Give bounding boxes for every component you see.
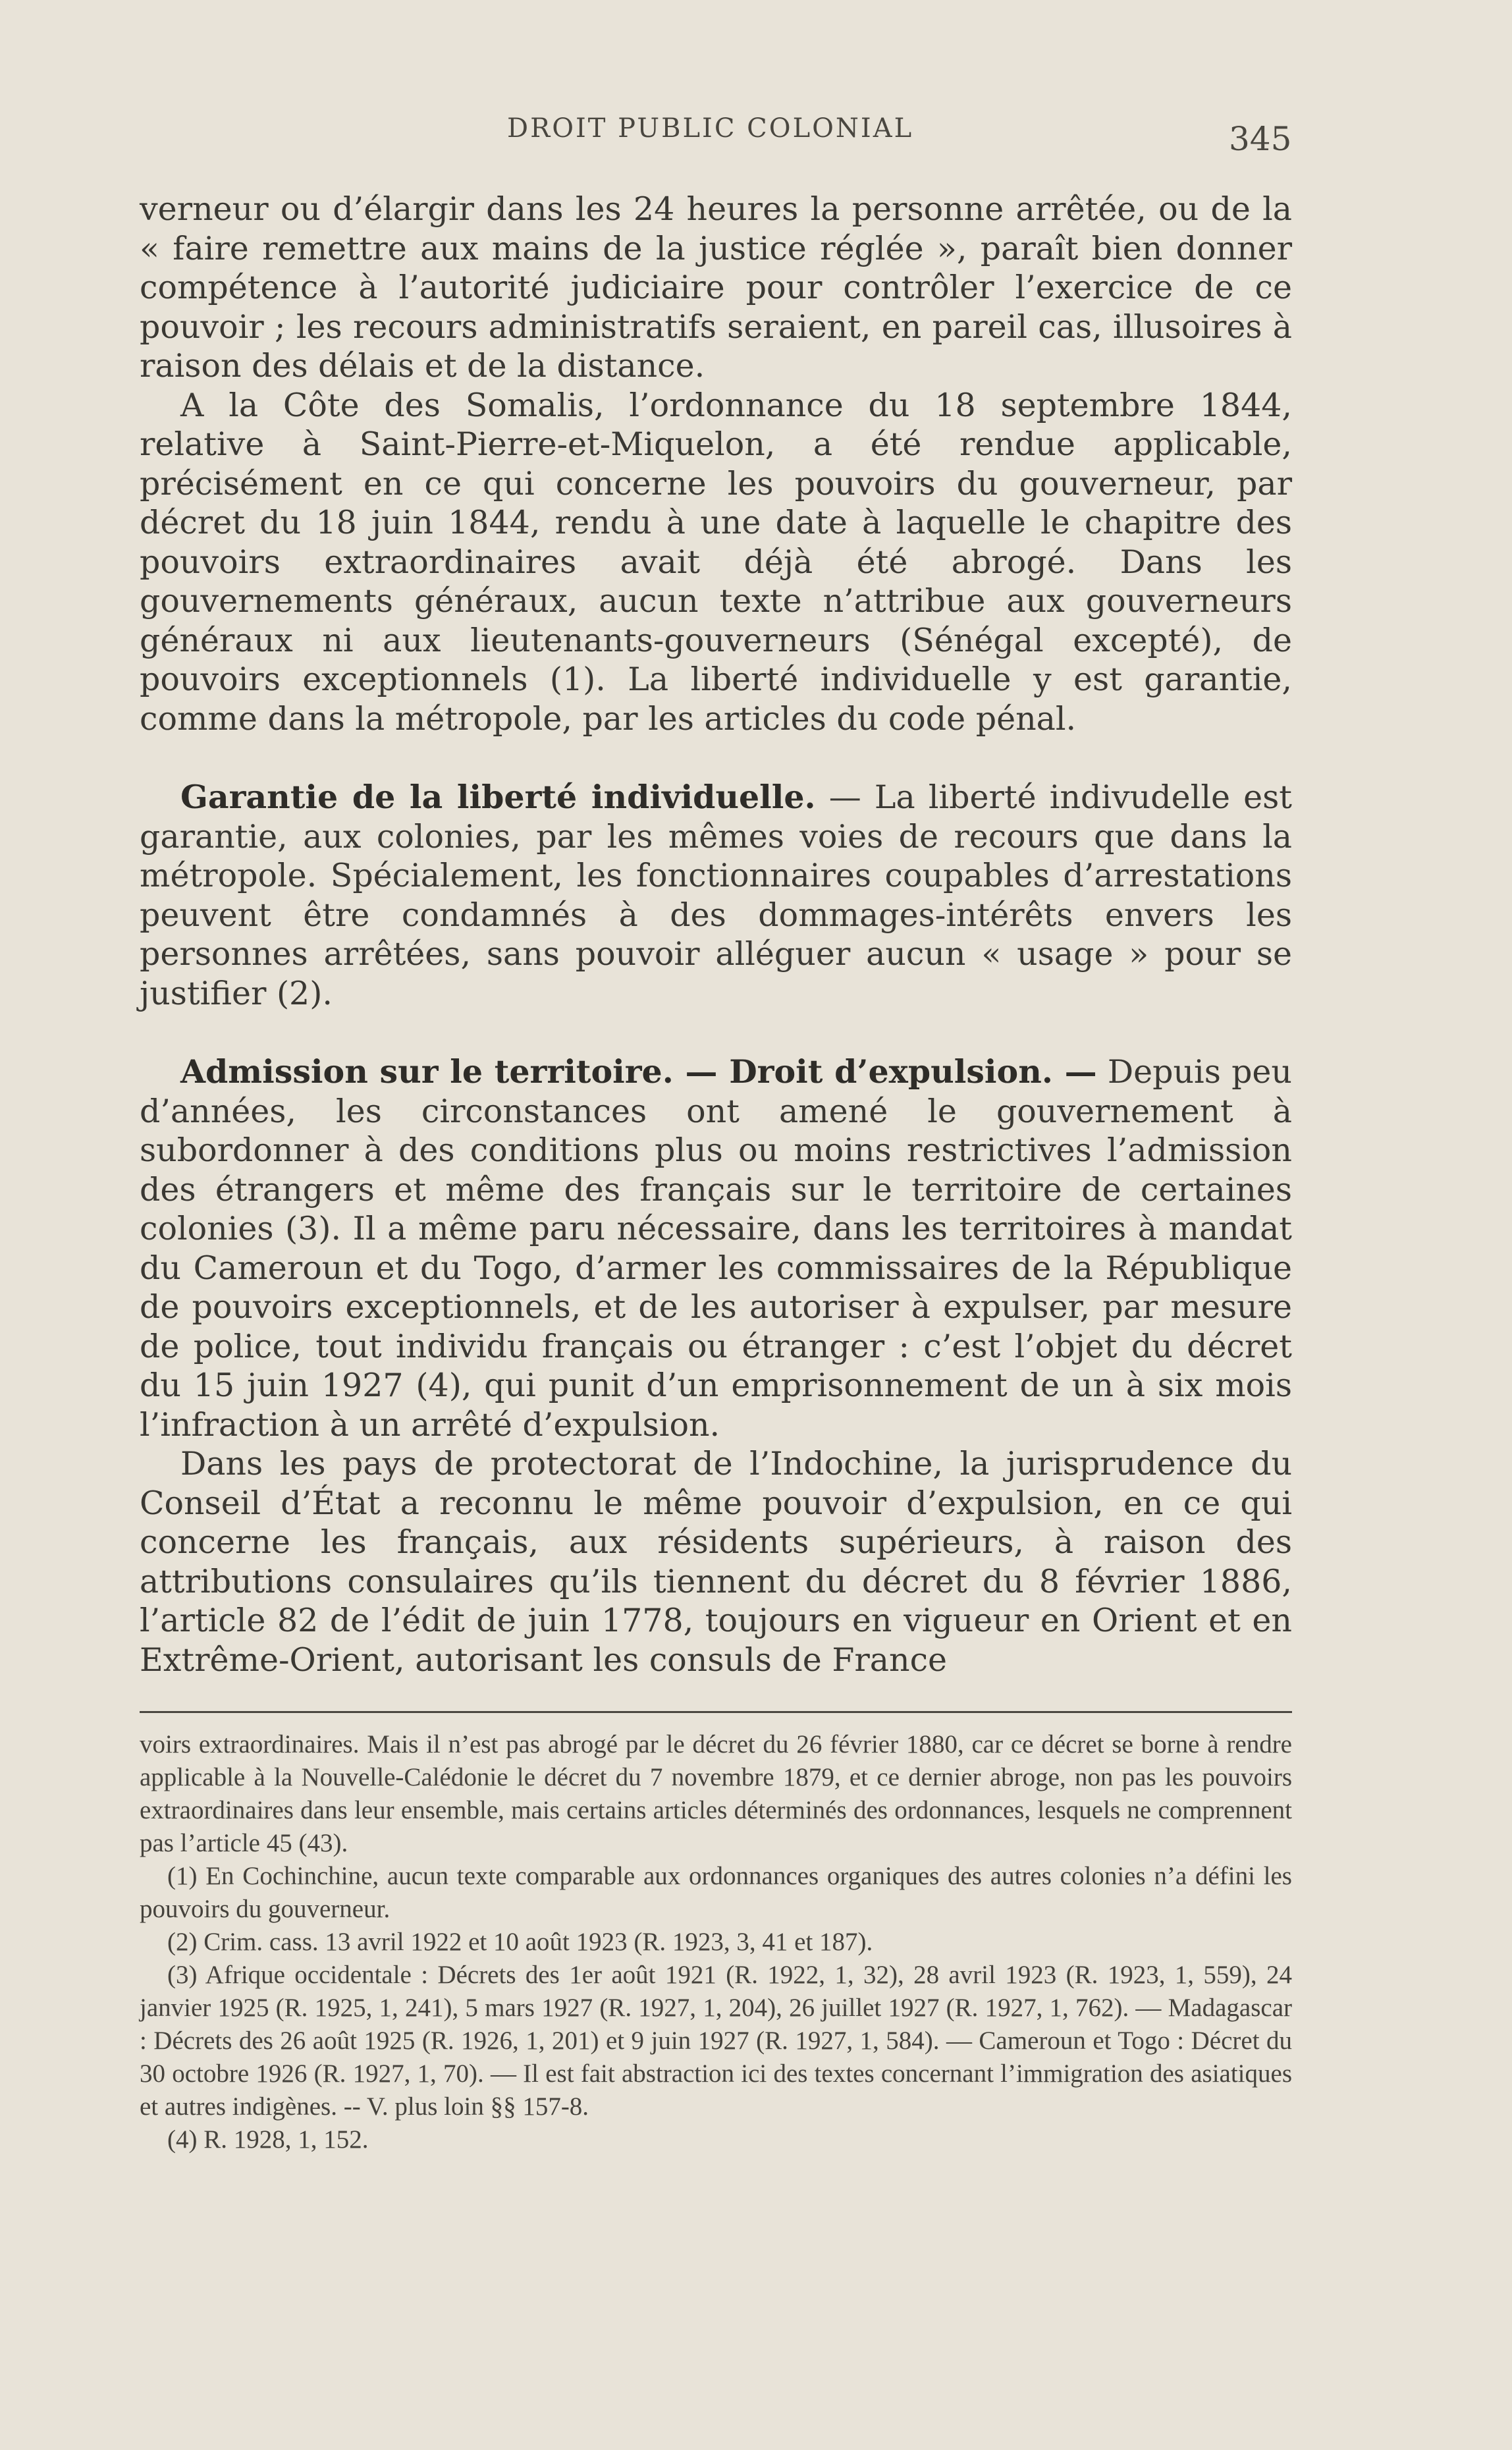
footnotes [140, 1728, 1292, 2156]
paragraph-continued: verneur ou d’élargir dans les 24 heures la personne arrêtée, ou de la « faire remettre aux mains de la justice réglée », paraît bien donner compétence à l’autorité judiciaire pour contrôler l’exercice de ce pouvoir ; les recours administratifs seraient, en pareil cas, illusoires à raison des délais et de la distance. [140, 190, 1292, 385]
section-admission-territoire [140, 1052, 1292, 1444]
running-title: DROIT PUBLIC COLONIAL [507, 113, 914, 144]
footnote-3: (3) Afrique occidentale : Décrets des 1er août 1921 (R. 1922, 1, 32), 28 avril 1923 (R. 1923, 1, 559), 24 janvier 1925 (R. 1925, 1, 241), 5 mars 1927 (R. 1927, 1, 204), 26 juillet 1927 (R. 1927, 1, 762). — Madagascar : Décrets des 26 août 1925 (R. 1926, 1, 201) et 9 juin 1927 (R. 1927, 1, 584). — Cameroun et Togo : Décret du 30 octobre 1926 (R. 1927, 1, 70). — Il est fait abstraction ici des textes concernant l’immigration des asiatiques et autres indigènes. -- V. plus loin §§ 157-8. [140, 1961, 1292, 2121]
paragraph-somalis: A la Côte des Somalis, l’ordonnance du 18 septembre 1844, relative à Saint-Pierre-et-Miquelon, a été rendue applicable, précisément en ce qui concerne les pouvoirs du gouverneur, par décret du 18 juin 1844, rendu à une date à laquelle le chapitre des pouvoirs extraordinaires avait déjà été abrogé. Dans les gouvernements généraux, aucun texte n’attribue aux gouverneurs généraux ni aux lieutenants-gouverneurs (Sénégal excepté), de pouvoirs exceptionnels (1). La liberté individuelle y est garantie, comme dans la métropole, par les articles du code pénal. [140, 386, 1292, 738]
footnote-1: (1) En Cochinchine, aucun texte comparable aux ordonnances organiques des autres colonies n’a défini les pouvoirs du gouverneur. [140, 1862, 1292, 1923]
section-text-admission: Depuis peu d’années, les circonstances ont amené le gouvernement à subordonner à des conditions plus ou moins restrictives l’admission des étrangers et même des français sur le territoire de certaines colonies (3). Il a même paru nécessaire, dans les territoires à mandat du Cameroun et du Togo, d’armer les commissaires de la République de pouvoirs exceptionnels, et de les autoriser à expulser, par mesure de police, tout individu français ou étranger : c’est l’objet du décret du 15 juin 1927 (4), qui punit d’un emprisonnement de un à six mois l’infraction à un arrêté d’expulsion. [140, 1053, 1292, 1444]
page-number: 345 [1229, 120, 1292, 158]
footnote-2: (2) Crim. cass. 13 avril 1922 et 10 août 1923 (R. 1923, 3, 41 et 187). [167, 1928, 873, 1956]
section-text-liberte: — La liberté indivudelle est garantie, aux colonies, par les mêmes voies de recours que dans la métropole. Spécialement, les fonctionnaires coupables d’arrestations peuvent être condamnés à des dommages-intérêts envers les personnes arrêtées, sans pouvoir alléguer aucun « usage » pour se justifier (2). [140, 778, 1293, 1012]
section-liberte-individuelle [140, 778, 1292, 1013]
section-heading-admission: Admission sur le territoire. — Droit d’expulsion. — [180, 1052, 1097, 1091]
section-heading-liberte: Garantie de la liberté individuelle. [180, 778, 816, 816]
footnote-4: (4) R. 1928, 1, 152. [167, 2125, 369, 2154]
paragraph-indochine: Dans les pays de protectorat de l’Indochine, la jurisprudence du Conseil d’État a reconnu le même pouvoir d’expulsion, en ce qui concerne les français, aux résidents supérieurs, à raison des attributions consulaires qu’ils tiennent du décret du 8 février 1886, l’article 82 de l’édit de juin 1778, toujours en vigueur en Orient et en Extrême-Orient, autorisant les consuls de France [140, 1445, 1292, 1679]
footnote-continued: voirs extraordinaires. Mais il n’est pas abrogé par le décret du 26 février 1880, car ce décret se borne à rendre applicable à la Nouvelle-Calédonie le décret du 7 novembre 1879, et ce dernier abroge, non pas les pouvoirs extraordinaires dans leur ensemble, mais certains articles déterminés des ordonnances, lesquels ne comprennent pas l’article 45 (43). [140, 1730, 1292, 1857]
main-text [140, 190, 1292, 1679]
footnote-rule [140, 1711, 1292, 1713]
